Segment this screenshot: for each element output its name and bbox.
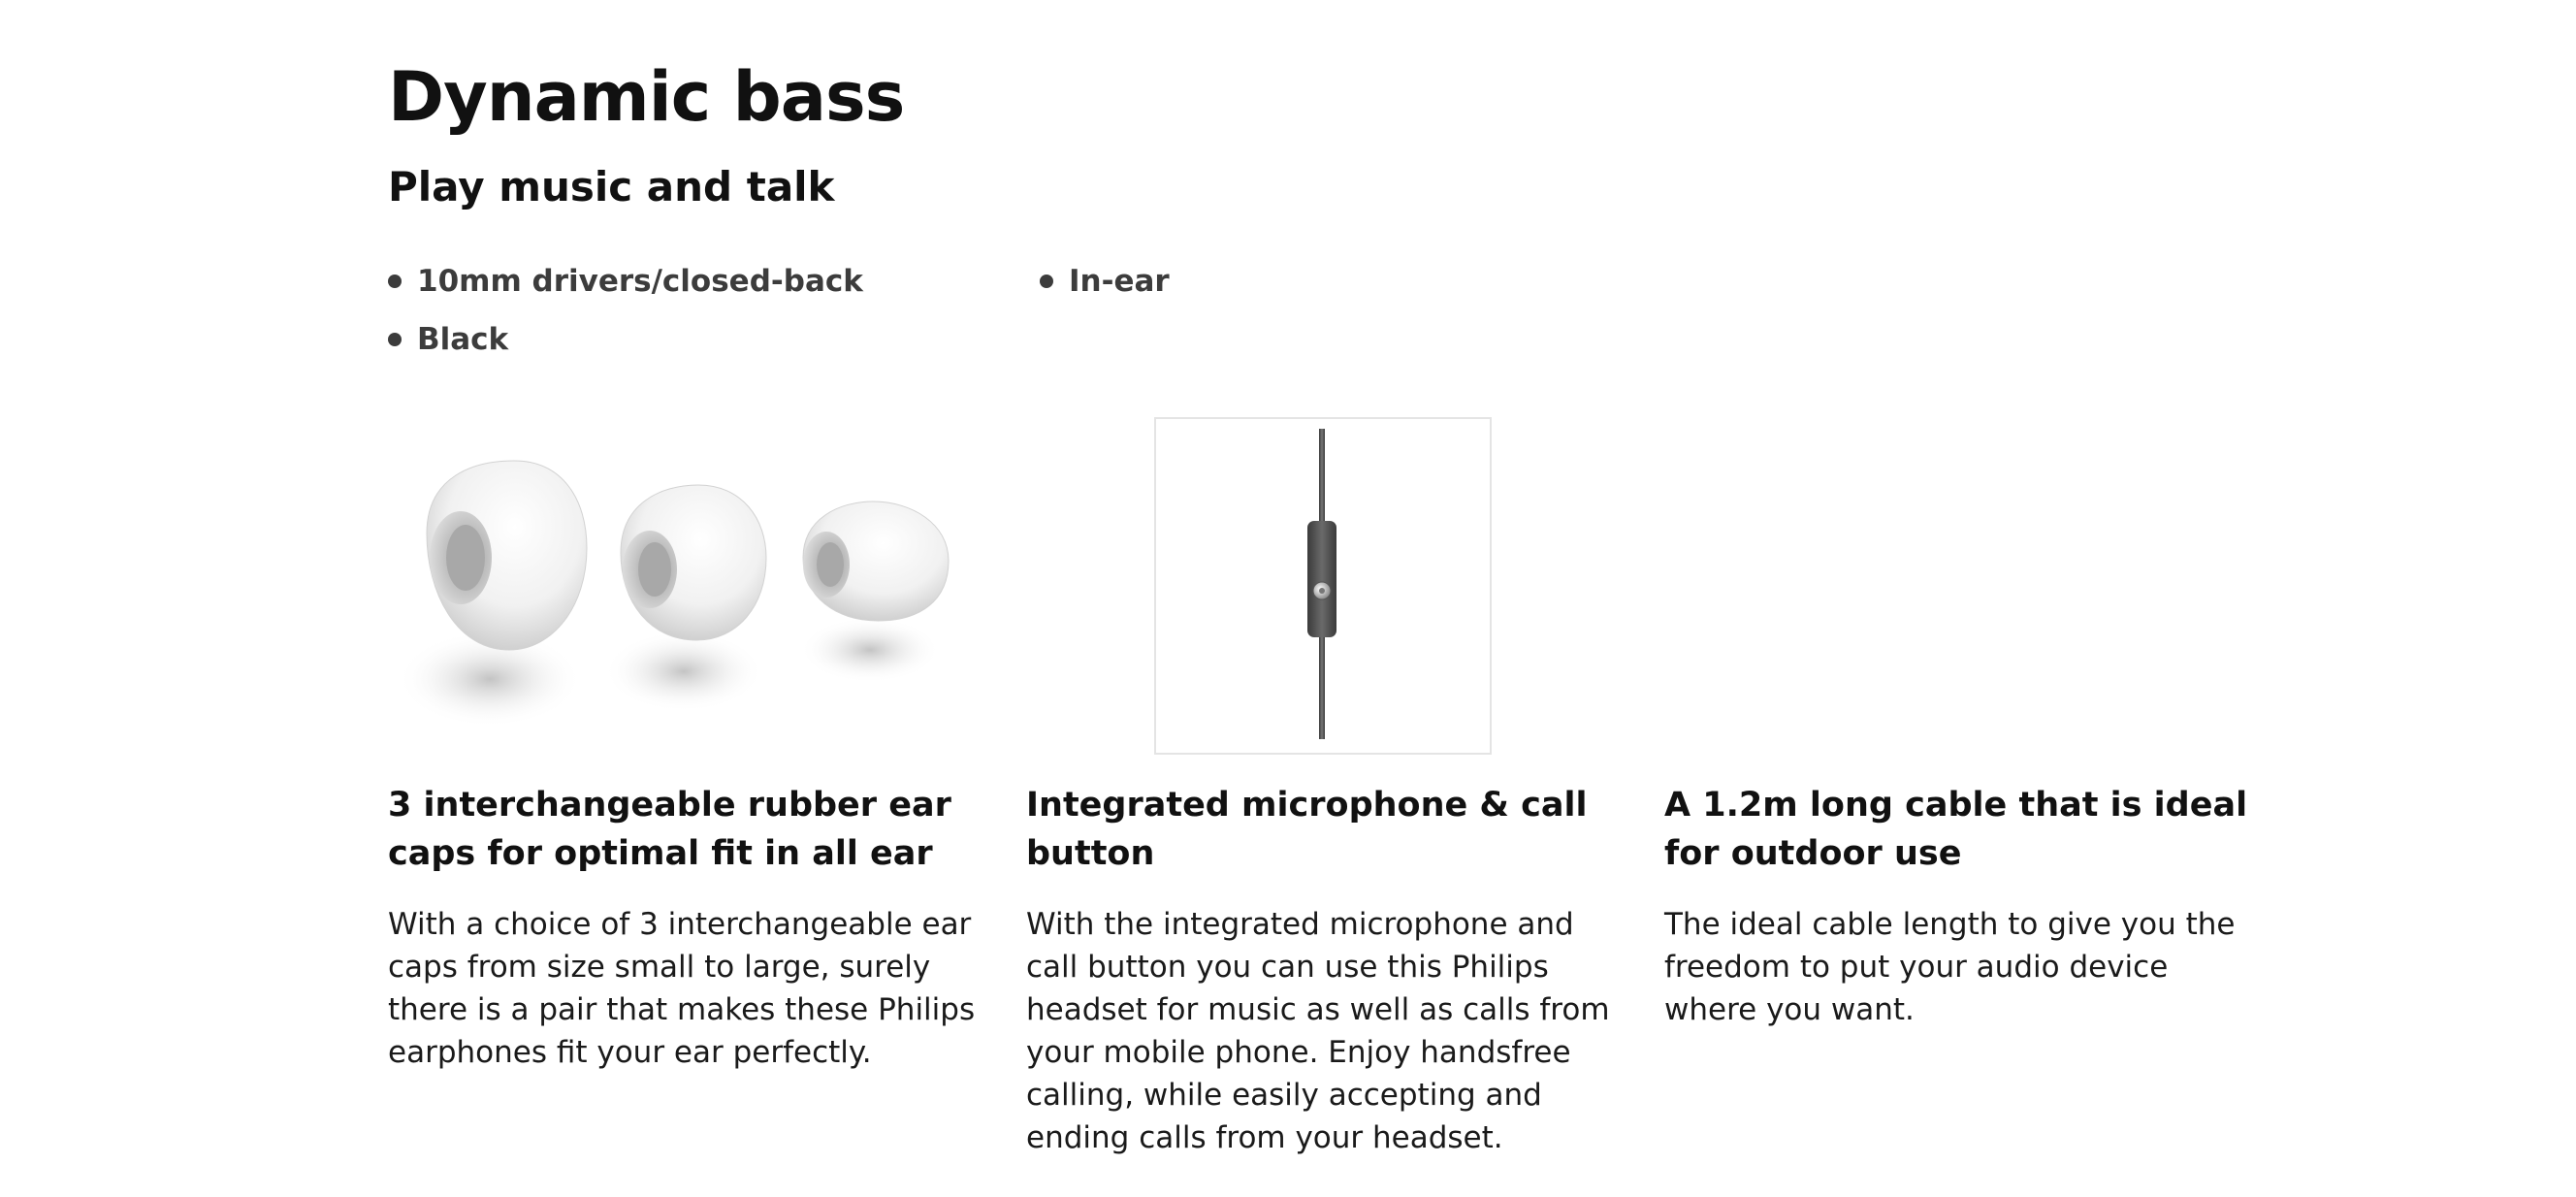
- benefit-heading: 3 interchangeable rubber ear caps for optimal fit in all ear: [388, 786, 951, 873]
- feature-label: Black: [417, 322, 509, 357]
- benefit-cable: [1664, 781, 2266, 1031]
- benefit-description: The ideal cable length to give you the freedom to put your audio device where you want.: [1664, 907, 2236, 1027]
- benefit-description: With a choice of 3 interchangeable ear caps from size small to large, surely there is a pair that makes these Philips earphones fit your ear perfectly.: [388, 907, 976, 1070]
- bullet-icon: [1040, 275, 1053, 288]
- benefit-microphone: [1026, 781, 1627, 1159]
- bullet-icon: [388, 275, 402, 288]
- feature-item-drivers: [388, 264, 863, 299]
- benefit-heading: Integrated microphone & call button: [1026, 786, 1588, 873]
- feature-label: 10mm drivers/closed-back: [417, 264, 863, 299]
- page-subtitle: Play music and talk: [388, 163, 835, 210]
- benefit-ear-caps: [388, 781, 989, 1074]
- bullet-icon: [388, 333, 402, 346]
- feature-label: In-ear: [1069, 264, 1170, 299]
- feature-item-color: [388, 322, 508, 357]
- benefit-description: With the integrated microphone and call button you can use this Philips headset for music as well as calls from your mobile phone. Enjoy handsfree calling, while easily accepting and ending calls from your headset.: [1026, 907, 1610, 1155]
- microphone-cable-image: [1154, 417, 1492, 755]
- page-title: Dynamic bass: [388, 57, 905, 137]
- feature-item-in-ear: [1040, 264, 1170, 299]
- benefit-heading: A 1.2m long cable that is ideal for outdoor use: [1664, 786, 2248, 873]
- ear-caps-image: [388, 417, 970, 757]
